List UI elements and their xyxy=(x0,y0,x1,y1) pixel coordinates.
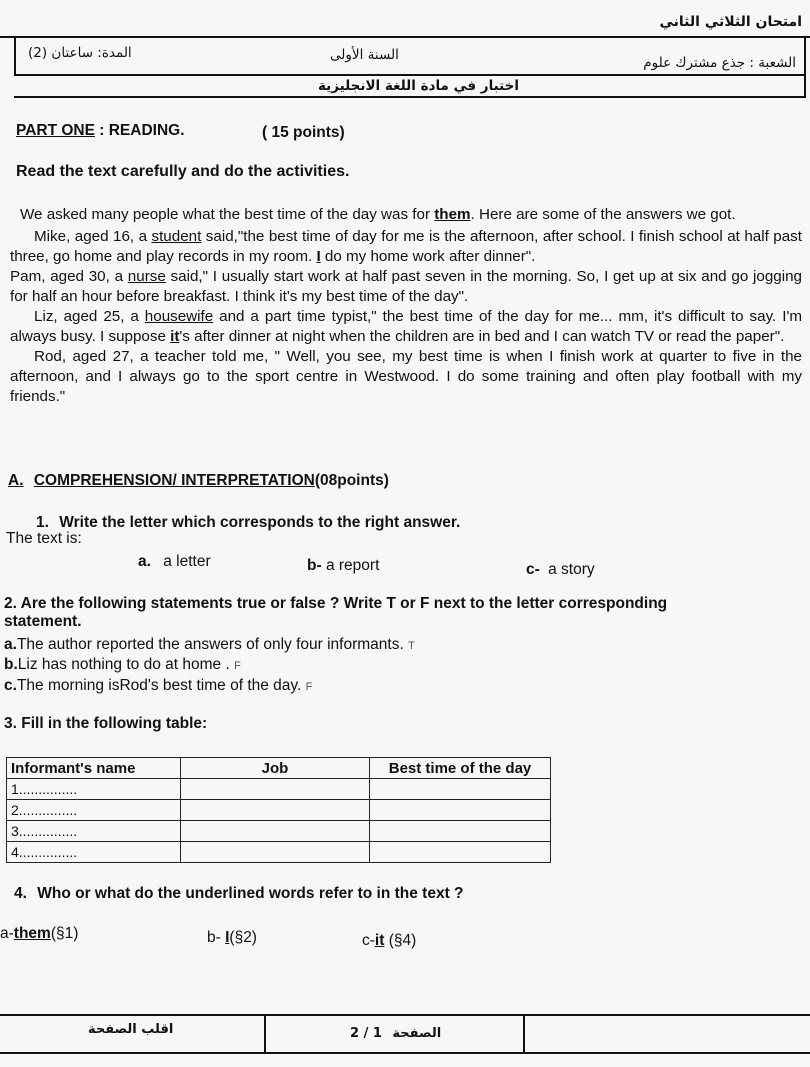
paragraph-1: We asked many people what the best time of the day was for them. Here are some of the answers we got. xyxy=(20,206,736,223)
part-one-heading xyxy=(16,122,185,140)
question-2-line-2: statement. xyxy=(4,613,82,630)
question-4: 4. Who or what do the underlined words refer to in the text ? xyxy=(14,885,464,902)
table-cell-name[interactable]: 4............... xyxy=(7,842,181,863)
table-row xyxy=(7,779,551,800)
q2-answer-a: T xyxy=(408,640,415,652)
question-3: 3. Fill in the following table: xyxy=(4,715,208,732)
underlined-i: I xyxy=(316,248,321,265)
q1-option-c: c- a story xyxy=(526,561,595,578)
header-job: Job xyxy=(181,758,370,779)
q4-item-b: b- I(§2) xyxy=(207,929,257,946)
footer-divider-right xyxy=(523,1016,525,1054)
paragraph-5: Rod, aged 27, a teacher told me, " Well, you see, my best time is when I finish work at quarter to five in the afternoon, and I always go to the sport centre in Westwood. I do some training and often play football with my friends." xyxy=(10,348,802,405)
header-top-rule xyxy=(0,36,810,38)
branch-label: الشعبة : جذع مشترك علوم xyxy=(643,55,796,71)
year-label: السنة الأولى xyxy=(330,47,399,63)
table-cell-name[interactable]: 3............... xyxy=(7,821,181,842)
underlined-housewife: housewife xyxy=(144,308,214,325)
informants-table xyxy=(6,757,551,863)
section-a-points: (08points) xyxy=(314,472,389,489)
header-best-time: Best time of the day xyxy=(370,758,551,779)
table-row xyxy=(7,800,551,821)
paragraph-2: Mike, aged 16, a student said,"the best time of day for me is the afternoon, after school. I finish school at half past three, go home and play records in my room. I do my home work after dinner". xyxy=(10,228,802,265)
table-row xyxy=(7,842,551,863)
table-cell-best-time[interactable] xyxy=(370,779,551,800)
table-cell-name[interactable]: 1............... xyxy=(7,779,181,800)
footer-divider-left xyxy=(264,1016,266,1054)
part-one-title-suffix: : READING. xyxy=(94,122,185,139)
part-one-title: PART ONE xyxy=(16,122,95,139)
underlined-nurse: nurse xyxy=(127,268,166,285)
underlined-it: it xyxy=(170,328,180,345)
reading-instruction: Read the text carefully and do the activities. xyxy=(16,163,350,180)
table-cell-job[interactable] xyxy=(181,779,370,800)
header-right-border xyxy=(804,36,806,98)
table-cell-best-time[interactable] xyxy=(370,800,551,821)
q4-item-c: c-it (§4) xyxy=(362,932,417,949)
question-1-stem: The text is: xyxy=(6,530,82,547)
footer-top-rule xyxy=(0,1014,810,1016)
table-cell-job[interactable] xyxy=(181,800,370,821)
reading-text xyxy=(10,205,802,407)
q1-option-b: b- a report xyxy=(307,557,380,574)
section-a-title: COMPREHENSION/ INTERPRETATION xyxy=(33,472,315,489)
question-1: 1. Write the letter which corresponds to the right answer. xyxy=(36,514,461,531)
table-row xyxy=(7,821,551,842)
part-one-points: ( 15 points) xyxy=(262,124,345,141)
exam-title: امتحان الثلاثي الثاني xyxy=(659,14,802,30)
turn-page-label: اقلب الصفحة xyxy=(88,1022,174,1037)
underlined-student: student xyxy=(151,228,202,245)
question-2-line-1: 2. Are the following statements true or false ? Write T or F next to the letter corresponding xyxy=(4,595,668,612)
paragraph-3: Pam, aged 30, a nurse said," I usually start work at half past seven in the morning. So, I get up at six and go jogging for half an hour before breakfast. I think it's my best time of the day". xyxy=(10,268,802,305)
header-name: Informant's name xyxy=(7,758,181,779)
table-cell-name[interactable]: 2............... xyxy=(7,800,181,821)
table-cell-job[interactable] xyxy=(181,821,370,842)
paragraph-4: Liz, aged 25, a housewife and a part time typist," the best time of the day for me... mm, it's difficult to say. I'm always busy. I suppose it's after dinner at night when the children are in bed and I can watch TV or read the paper". xyxy=(10,308,803,345)
duration-label: المدة: ساعتان (2) xyxy=(28,45,132,61)
q2-statement-b: b.Liz has nothing to do at home . F xyxy=(4,656,241,673)
underlined-them: them xyxy=(434,206,471,223)
q2-statement-a: a.The author reported the answers of only four informants. T xyxy=(4,636,415,653)
footer-bottom-rule xyxy=(0,1052,810,1054)
q2-answer-b: F xyxy=(234,660,241,672)
section-a-letter: A. xyxy=(8,472,24,489)
table-cell-job[interactable] xyxy=(181,842,370,863)
table-header-row xyxy=(7,758,551,779)
subject-title: اختبار في مادة اللغة الانجليزية xyxy=(318,78,520,94)
q2-answer-c: F xyxy=(305,681,313,693)
table-cell-best-time[interactable] xyxy=(370,842,551,863)
q4-item-a: a-them(§1) xyxy=(0,925,79,942)
section-a-heading xyxy=(8,472,389,490)
q1-option-a: a. a letter xyxy=(138,553,211,570)
header-left-border xyxy=(14,36,16,76)
header-mid-rule xyxy=(14,74,806,76)
q2-statement-c: c.The morning isRod's best time of the day. F xyxy=(4,677,313,694)
header-bottom-rule xyxy=(14,96,806,98)
page-indicator: 2 / 1 الصفحة xyxy=(350,1026,442,1041)
table-cell-best-time[interactable] xyxy=(370,821,551,842)
